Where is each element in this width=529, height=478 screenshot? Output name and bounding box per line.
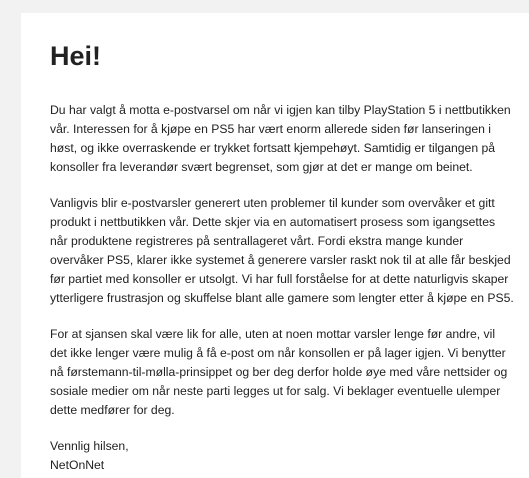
email-paragraph-notifications: Vanligvis blir e-postvarsler generert uten problemer til kunder som overvåker et gitt produkt i nettbutikken vår. Dette skjer via en automatisert prosess som igangsettes når produktene registreres på sentrallageret vårt. Fordi ekstra mange kunder overvåker PS5, klarer ikke systemet å generere varsler raskt nok til at alle får beskjed før partiet med konsoller er utsolgt. Vi har full forståelse for at dette naturligvis skaper ytterligere frustrasjon og skuffelse blant alle gamere som lengter etter å kjøpe en PS5.	[50, 196, 514, 305]
email-signature: NetOnNet	[50, 458, 105, 472]
email-heading: Hei!	[50, 41, 102, 71]
email-paragraph-policy: For at sjansen skal være lik for alle, uten at noen mottar varsler lenge før andre, vil det ikke lenger være mulig å få e-post om når konsollen er på lager igjen. Vi benytter nå førstemann-til-mølla-prinsippet og ber deg derfor holde øye med våre nettsider og sosiale medier om når neste parti legges ut for salg. Vi beklager eventuelle ulemper dette medfører for deg.	[50, 327, 508, 417]
email-closing: Vennlig hilsen,	[50, 439, 129, 453]
email-body	[21, 13, 529, 478]
email-paragraph-availability: Du har valgt å motta e-postvarsel om når vi igjen kan tilby PlayStation 5 i nettbutikken vår. Interessen for å kjøpe en PS5 har vært enorm allerede siden før lanseringen i høst, og ikke overraskende er trykket fortsatt kjempehøyt. Samtidig er tilgangen på konsoller fra leverandør svært begrenset, som gjør at det er mange om beinet.	[50, 103, 511, 174]
